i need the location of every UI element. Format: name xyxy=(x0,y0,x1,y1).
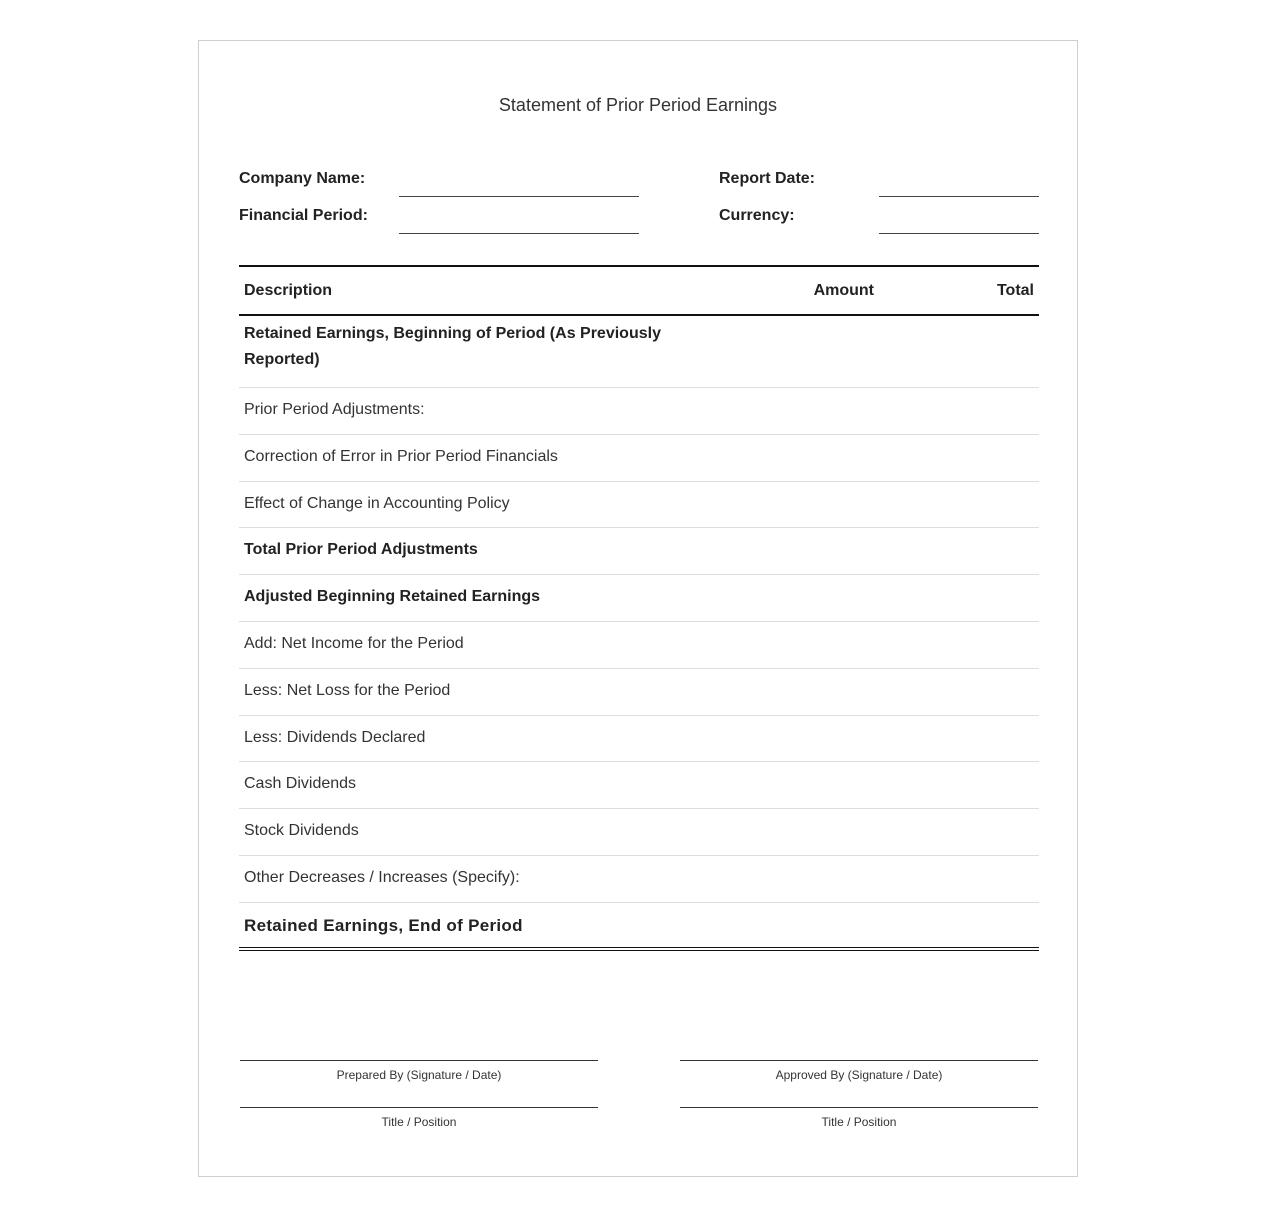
approved-by-title-caption: Title / Position xyxy=(821,1115,897,1129)
table-row xyxy=(239,669,1039,716)
table-row xyxy=(239,435,1039,482)
row-label: Prior Period Adjustments: xyxy=(244,401,425,418)
row-label: Correction of Error in Prior Period Financials xyxy=(244,447,558,465)
report-date-label: Report Date: xyxy=(719,170,816,187)
table-row xyxy=(239,316,1039,388)
table-row xyxy=(239,856,1039,903)
report-date-field[interactable] xyxy=(879,196,1039,197)
table-row xyxy=(239,575,1039,622)
row-label: Effect of Change in Accounting Policy xyxy=(244,494,510,512)
column-header-amount: Amount xyxy=(813,282,874,299)
table-row xyxy=(239,528,1039,575)
approved-by-signature-line[interactable] xyxy=(680,1060,1038,1061)
company-name-field[interactable] xyxy=(399,196,639,197)
prepared-by-signature-line[interactable] xyxy=(240,1060,598,1061)
row-label: Add: Net Income for the Period xyxy=(244,634,464,652)
table-row-final xyxy=(239,903,1039,951)
document-page xyxy=(198,40,1078,1177)
row-label: Adjusted Beginning Retained Earnings xyxy=(244,588,541,606)
row-label: Retained Earnings, End of Period xyxy=(244,915,523,935)
approved-by-title-line[interactable] xyxy=(680,1107,1038,1108)
financial-period-label: Financial Period: xyxy=(239,207,368,224)
row-label: Retained Earnings, Beginning of Period (As Previously Reported) xyxy=(244,325,661,368)
prepared-by-title-line[interactable] xyxy=(240,1107,598,1108)
table-row xyxy=(239,762,1039,809)
table-row xyxy=(239,622,1039,669)
row-label: Total Prior Period Adjustments xyxy=(244,541,478,559)
table-row xyxy=(239,482,1039,529)
prepared-by-title-caption: Title / Position xyxy=(381,1115,457,1129)
row-label: Less: Net Loss for the Period xyxy=(244,681,451,699)
table-header xyxy=(239,265,1039,316)
prepared-by-caption: Prepared By (Signature / Date) xyxy=(336,1068,502,1082)
financial-period-field[interactable] xyxy=(399,233,639,234)
currency-field[interactable] xyxy=(879,233,1039,234)
table-row xyxy=(239,388,1039,435)
currency-label: Currency: xyxy=(719,207,795,224)
row-label: Cash Dividends xyxy=(244,775,357,793)
table-row xyxy=(239,716,1039,763)
company-name-label: Company Name: xyxy=(239,170,366,187)
row-label: Stock Dividends xyxy=(244,822,359,840)
column-header-description: Description xyxy=(244,282,333,299)
table-row xyxy=(239,809,1039,856)
earnings-table xyxy=(239,265,1039,951)
approved-by-caption: Approved By (Signature / Date) xyxy=(775,1068,943,1082)
column-header-total: Total xyxy=(996,282,1034,299)
document-title: Statement of Prior Period Earnings xyxy=(498,95,778,115)
row-label: Less: Dividends Declared xyxy=(244,728,426,746)
row-label: Other Decreases / Increases (Specify): xyxy=(244,868,520,886)
